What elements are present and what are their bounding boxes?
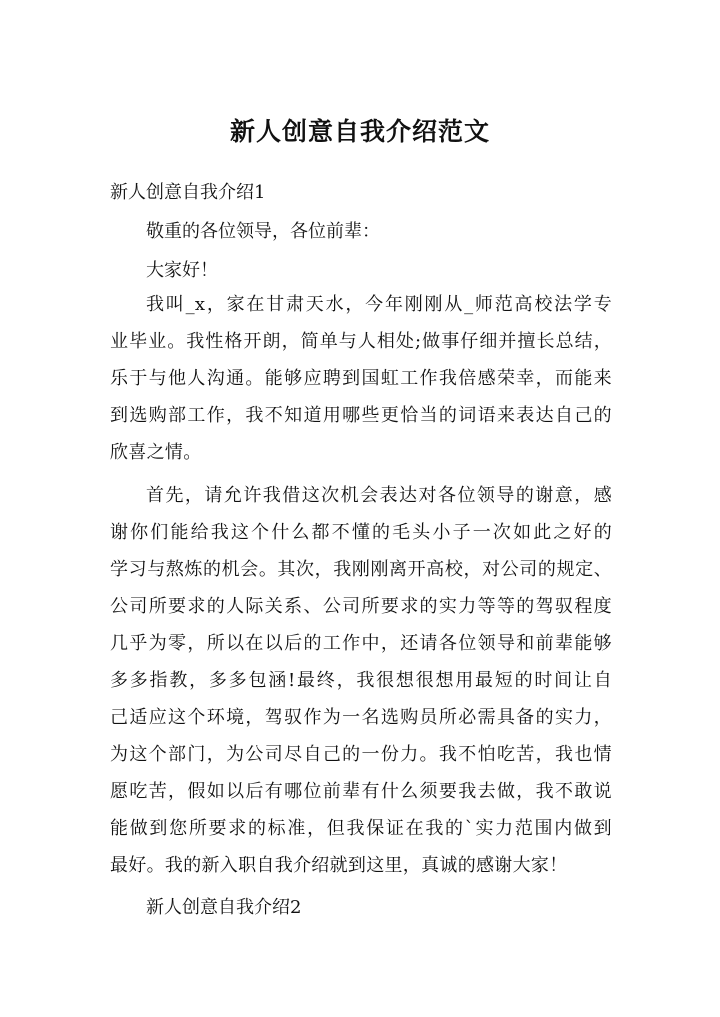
greeting-line: 敬重的各位领导，各位前辈： <box>146 221 380 242</box>
paragraph-2-line-2: 谢你们能给我这个什么都不懂的毛头小子一次如此之好的 <box>110 522 612 543</box>
paragraph-1-line-5: 欣喜之情。 <box>110 442 202 463</box>
paragraph-2-line-5: 几乎为零，所以在以后的工作中，还请各位领导和前辈能够 <box>110 633 612 654</box>
document-title: 新人创意自我介绍范文 <box>229 117 490 146</box>
paragraph-2-line-3: 学习与熬炼的机会。其次，我刚刚离开高校，对公司的规定、 <box>110 559 612 580</box>
paragraph-1-line-3: 乐于与他人沟通。能够应聘到国虹工作我倍感荣幸，而能来 <box>110 368 612 389</box>
section-heading-2: 新人创意自我介绍2 <box>146 897 302 918</box>
paragraph-2-line-8: 为这个部门，为公司尽自己的一份力。我不怕吃苦，我也情 <box>110 744 612 765</box>
paragraph-2-line-9: 愿吃苦，假如以后有哪位前辈有什么须要我去做，我不敢说 <box>110 781 612 802</box>
paragraph-2-line-11: 最好。我的新入职自我介绍就到这里，真诚的感谢大家！ <box>110 855 568 876</box>
paragraph-1-line-4: 到选购部工作，我不知道用哪些更恰当的词语来表达自己的 <box>110 405 612 426</box>
section-heading-1: 新人创意自我介绍1 <box>110 182 266 203</box>
paragraph-2-line-6: 多多指教，多多包涵!最终，我很想很想用最短的时间让自 <box>110 670 612 691</box>
paragraph-2-line-1: 首先，请允许我借这次机会表达对各位领导的谢意，感 <box>146 485 612 506</box>
paragraph-2-line-10: 能做到您所要求的标准，但我保证在我的`实力范围内做到 <box>110 818 612 839</box>
hello-line: 大家好！ <box>146 260 218 281</box>
paragraph-2-line-4: 公司所要求的人际关系、公司所要求的实力等等的驾驭程度 <box>110 596 612 617</box>
paragraph-1-line-1: 我叫_x，家在甘肃天水，今年刚刚从_师范高校法学专 <box>146 294 612 315</box>
paragraph-2-line-7: 己适应这个环境，驾驭作为一名选购员所必需具备的实力， <box>110 707 612 728</box>
paragraph-1-line-2: 业毕业。我性格开朗，简单与人相处;做事仔细并擅长总结， <box>110 331 612 352</box>
